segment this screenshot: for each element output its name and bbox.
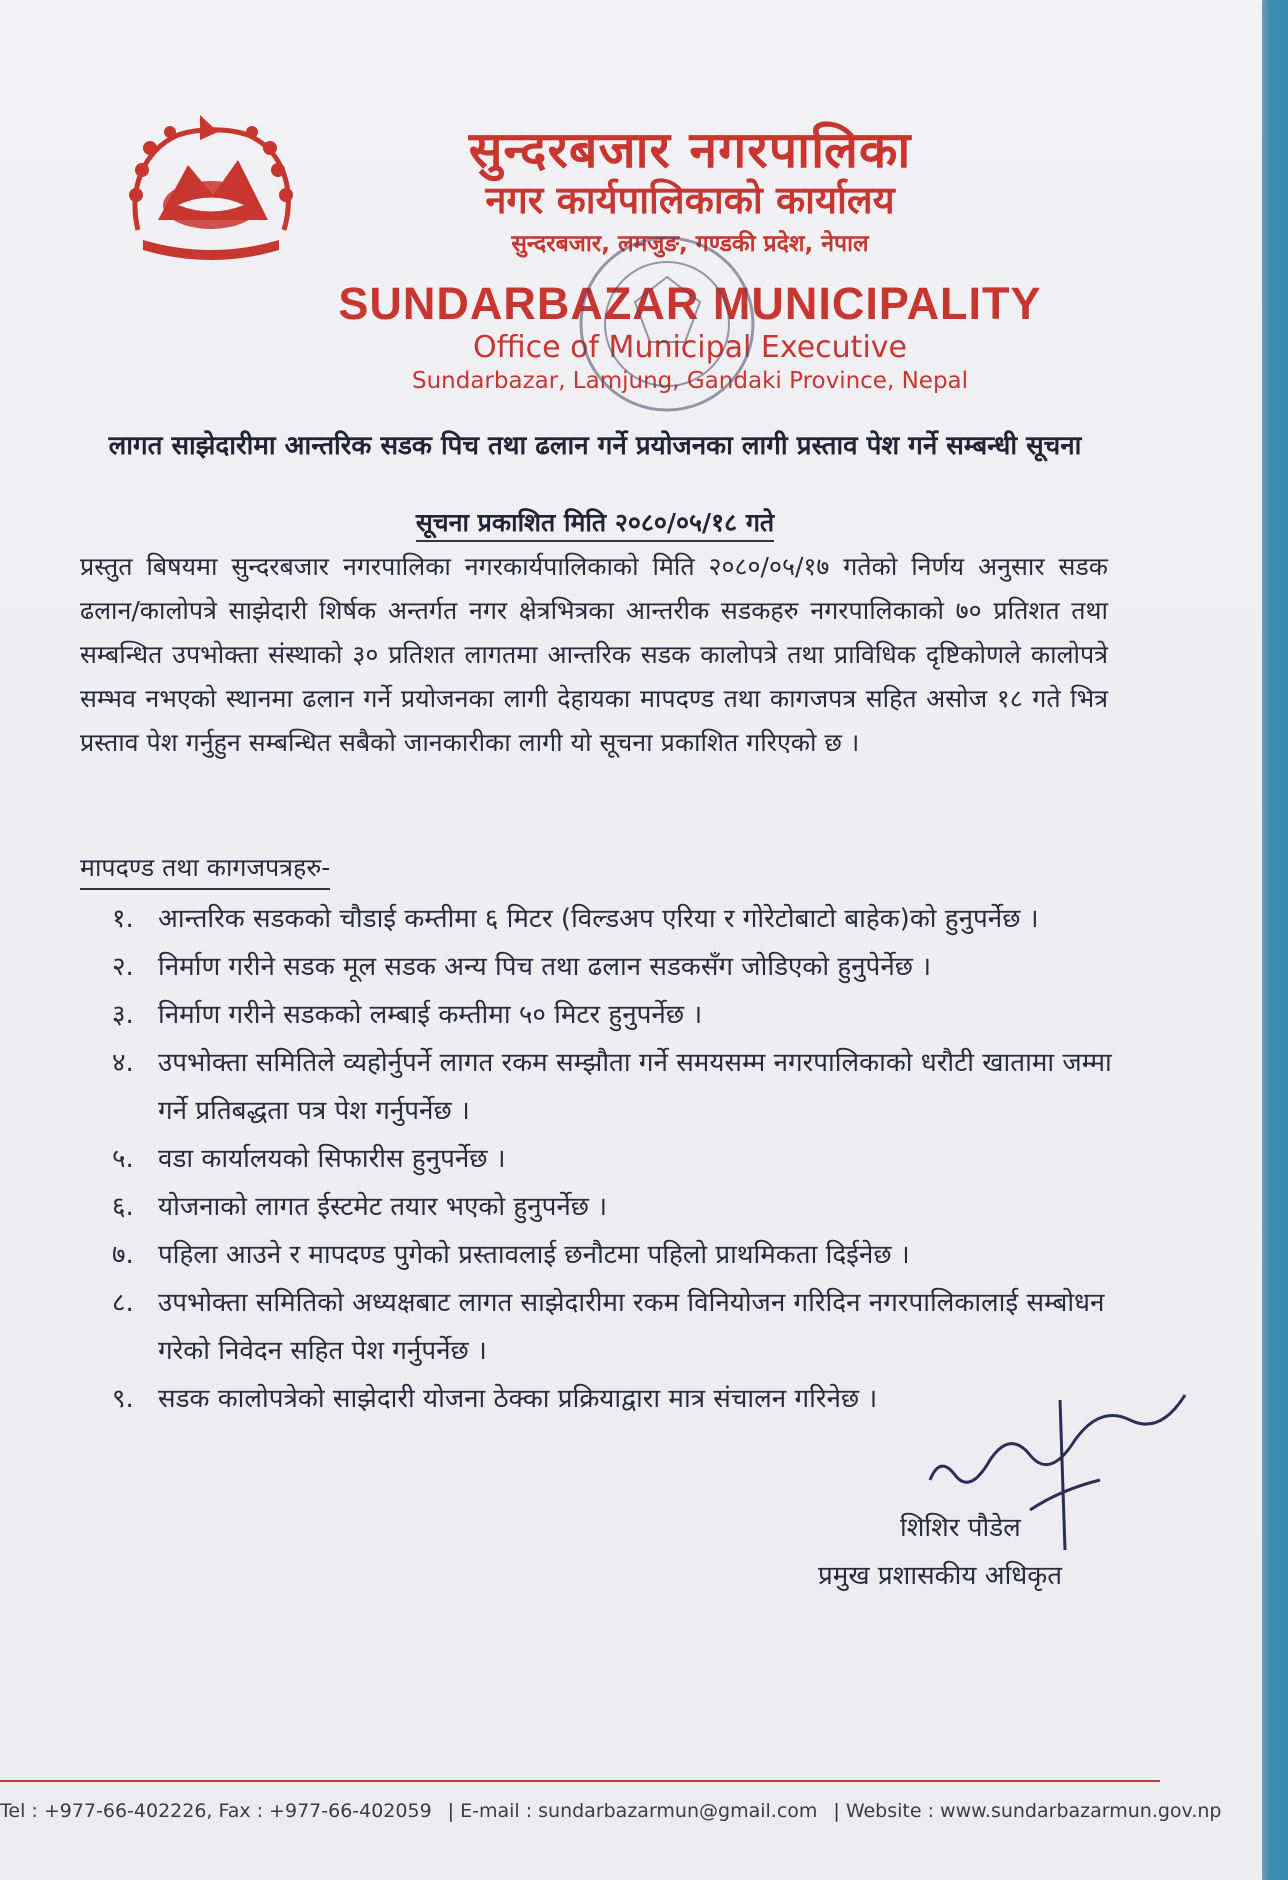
office-name-nepali: नगर कार्यपालिकाको कार्यालय: [485, 178, 895, 222]
criteria-number: ७.: [112, 1240, 134, 1270]
footer-separator: |: [833, 1800, 840, 1822]
criteria-text: पहिला आउने र मापदण्ड पुगेको प्रस्तावलाई छनौटमा पहिलो प्राथमिकता दिईनेछ ।: [158, 1240, 910, 1270]
office-name-english: Office of Municipal Executive: [473, 330, 907, 365]
criteria-item: [112, 895, 1142, 943]
criteria-text: सडक कालोपत्रेको साझेदारी योजना ठेक्का प्रक्रियाद्वारा मात्र संचालन गरिनेछ ।: [158, 1384, 878, 1414]
address-english: Sundarbazar, Lamjung, Gandaki Province, Nepal: [411, 368, 969, 394]
signatory-name: शिशिर पौडेल: [900, 1513, 1021, 1543]
criteria-number: ३.: [112, 1000, 134, 1030]
criteria-list: [112, 895, 1142, 1423]
footer-email[interactable]: E-mail : sundarbazarmun@gmail.com: [460, 1800, 818, 1822]
criteria-number: २.: [112, 952, 134, 982]
publication-date: [0, 505, 1190, 539]
criteria-text: उपभोक्ता समितिको अध्यक्षबाट लागत साझेदारीमा रकम विनियोजन गरिदिन नगरपालिकालाई सम्बोधन गरेको निवेदन सहित पेश गर्नुपर्नेछ ।: [158, 1288, 1105, 1366]
criteria-item: [112, 991, 1142, 1039]
nepal-emblem-logo: [118, 110, 304, 270]
notice-subject: लागत साझेदारीमा आन्तरिक सडक पिच तथा ढलान गर्ने प्रयोजनका लागी प्रस्ताव पेश गर्ने सम्बन्धी सूचना: [108, 431, 1082, 461]
criteria-text: उपभोक्ता समितिले व्यहोर्नुपर्ने लागत रकम सम्झौता गर्ने समयसम्म नगरपालिकाको धरौटी खातामा जम्मा गर्ने प्रतिबद्धता पत्र पेश गर्नुपर्नेछ ।: [158, 1048, 1112, 1126]
municipality-name-english: SUNDARBAZAR MUNICIPALITY: [338, 278, 1042, 329]
criteria-number: ९.: [112, 1384, 134, 1414]
criteria-item: [112, 1039, 1142, 1135]
footer-tel-fax: Tel : +977-66-402226, Fax : +977-66-402059: [0, 1800, 432, 1822]
criteria-heading: मापदण्ड तथा कागजपत्रहरु-: [80, 850, 330, 890]
notice-body: प्रस्तुत बिषयमा सुन्दरबजार नगरपालिका नगरकार्यपालिकाको मिति २०८०/०५/१७ गतेको निर्णय अनुसार सडक ढलान/कालोपत्रे साझेदारी शिर्षक अन्तर्गत नगर क्षेत्रभित्रका आन्तरीक सडकहरु नगरपालिकाको ७० प्रतिशत तथा सम्बन्धित उपभोक्ता संस्थाको ३० प्रतिशत लागतमा आन्तरिक सडक कालोपत्रे तथा प्राविधिक दृष्टिकोणले कालोपत्रे सम्भव नभएको स्थानमा ढलान गर्ने प्रयोजनका लागी देहायका मापदण्ड तथा कागजपत्र सहित असोज १८ गते भित्र प्रस्ताव पेश गर्नुहुन सम्बन्धित सबैको जानकारीका लागी यो सूचना प्रकाशित गरिएको छ ।: [80, 552, 1108, 757]
municipality-name-nepali: सुन्दरबजार नगरपालिका: [468, 121, 912, 179]
criteria-number: ४.: [112, 1048, 134, 1078]
criteria-number: ५.: [112, 1144, 134, 1174]
criteria-text: निर्माण गरीने सडक मूल सडक अन्य पिच तथा ढलान सडकसँग जोडिएको हुनुपेर्नेछ ।: [158, 952, 932, 982]
criteria-text: योजनाको लागत ईस्टमेट तयार भएको हुनुपर्नेछ ।: [158, 1192, 608, 1222]
address-nepali: सुन्दरबजार, लमजुङ, गण्डकी प्रदेश, नेपाल: [511, 231, 869, 257]
publication-date-text: सूचना प्रकाशित मिति २०८०/०५/१८ गते: [416, 508, 774, 542]
criteria-number: ८.: [112, 1288, 134, 1318]
footer-contact: [0, 1800, 1222, 1822]
signatory-title: प्रमुख प्रशासकीय अधिकृत: [818, 1561, 1063, 1591]
footer-divider: [0, 1780, 1160, 1782]
footer-separator: |: [447, 1800, 455, 1822]
criteria-text: आन्तरिक सडकको चौडाई कम्तीमा ६ मिटर (विल्डअप एरिया र गोरेटोबाटो बाहेक)को हुनुपर्नेछ ।: [158, 904, 1039, 934]
criteria-number: १.: [112, 904, 134, 934]
criteria-item: [112, 1183, 1142, 1231]
criteria-text: निर्माण गरीने सडकको लम्बाई कम्तीमा ५० मिटर हुनुपर्नेछ ।: [158, 1000, 703, 1030]
criteria-item: [112, 1231, 1142, 1279]
criteria-number: ६.: [112, 1192, 134, 1222]
criteria-item: [112, 943, 1142, 991]
official-stamp: [575, 232, 760, 417]
criteria-text: वडा कार्यालयको सिफारीस हुनुपर्नेछ ।: [158, 1144, 506, 1174]
footer-website[interactable]: Website : www.sundarbazarmun.gov.np: [845, 1800, 1222, 1822]
criteria-item: [112, 1135, 1142, 1183]
